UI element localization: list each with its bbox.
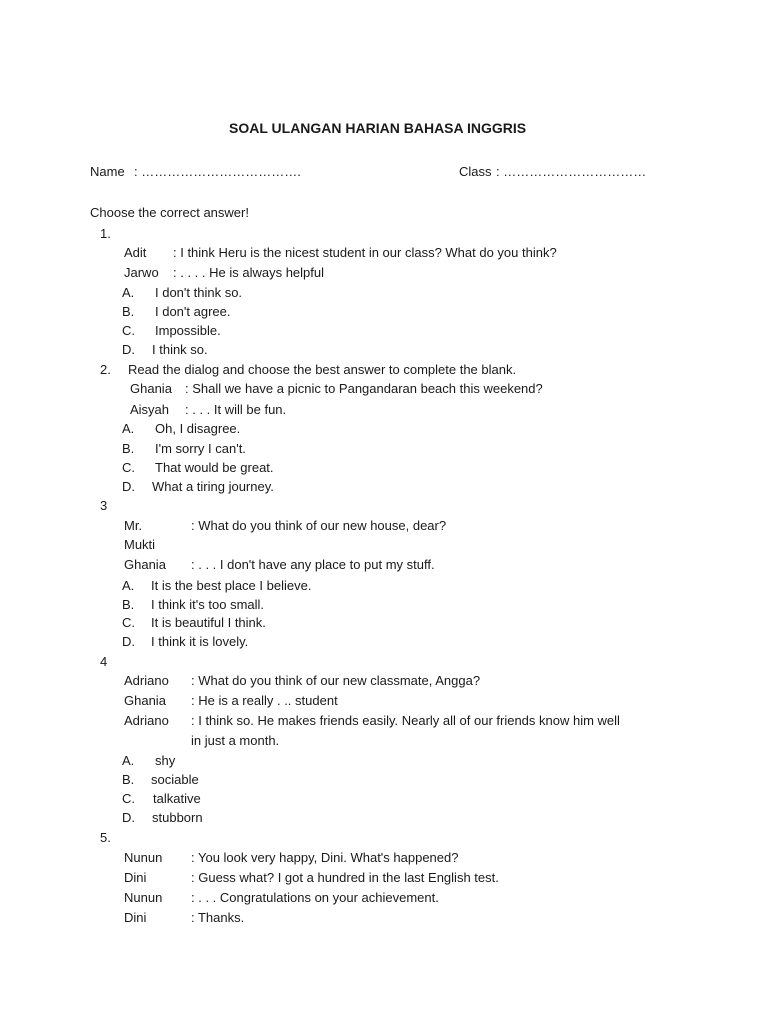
question-prompt: Read the dialog and choose the best answer to complete the blank. — [128, 362, 517, 377]
dialog-speaker-continued: Mukti — [124, 537, 156, 552]
dialog-line: : What do you think of our new house, dear? — [191, 518, 447, 533]
option-letter: C. — [122, 460, 135, 475]
instruction: Choose the correct answer! — [90, 205, 249, 220]
option-text: shy — [155, 753, 176, 768]
dialog-line: : . . . Congratulations on your achievement. — [191, 890, 439, 905]
question-number: 3 — [100, 498, 108, 513]
option-text: That would be great. — [155, 460, 274, 475]
dialog-line: : You look very happy, Dini. What's happened? — [191, 850, 459, 865]
option-letter: C. — [122, 791, 135, 806]
dialog-line: : . . . . He is always helpful — [173, 265, 325, 280]
option-text: sociable — [151, 772, 199, 787]
option-text: I think it's too small. — [151, 597, 265, 612]
dialog-line: : Thanks. — [191, 910, 245, 925]
option-text: stubborn — [152, 810, 203, 825]
name-label: Name — [90, 164, 125, 179]
dialog-speaker: Dini — [124, 910, 147, 925]
option-text: I think so. — [152, 342, 208, 357]
option-letter: D. — [122, 479, 135, 494]
dialog-line: : I think so. He makes friends easily. Nearly all of our friends know him well — [191, 713, 620, 728]
dialog-speaker: Nunun — [124, 850, 163, 865]
option-letter: A. — [122, 285, 135, 300]
option-text: What a tiring journey. — [152, 479, 274, 494]
option-letter: A. — [122, 421, 135, 436]
option-letter: B. — [122, 304, 135, 319]
question-number: 4 — [100, 654, 108, 669]
dialog-speaker: Mr. — [124, 518, 143, 533]
dialog-speaker: Adriano — [124, 713, 169, 728]
class-blank: : …………………………… — [496, 164, 647, 179]
option-letter: B. — [122, 772, 135, 787]
option-letter: D. — [122, 342, 135, 357]
dialog-line: : . . . It will be fun. — [185, 402, 287, 417]
option-text: It is beautiful I think. — [151, 615, 266, 630]
option-letter: B. — [122, 441, 135, 456]
option-text: Impossible. — [155, 323, 221, 338]
dialog-line: : Guess what? I got a hundred in the last English test. — [191, 870, 499, 885]
dialog-line: : He is a really . .. student — [191, 693, 338, 708]
question-number: 2. — [100, 362, 111, 377]
option-letter: B. — [122, 597, 135, 612]
option-text: I don't agree. — [155, 304, 231, 319]
dialog-speaker: Aisyah — [130, 402, 170, 417]
option-letter: C. — [122, 323, 135, 338]
dialog-line: : I think Heru is the nicest student in our class? What do you think? — [173, 245, 557, 260]
dialog-line-continued: in just a month. — [191, 733, 280, 748]
option-letter: D. — [122, 810, 135, 825]
dialog-line: : What do you think of our new classmate, Angga? — [191, 673, 481, 688]
dialog-speaker: Ghania — [130, 381, 172, 396]
dialog-line: : Shall we have a picnic to Pangandaran beach this weekend? — [185, 381, 543, 396]
dialog-speaker: Adriano — [124, 673, 169, 688]
document-title: SOAL ULANGAN HARIAN BAHASA INGGRIS — [229, 120, 527, 136]
dialog-speaker: Ghania — [124, 557, 166, 572]
dialog-speaker: Ghania — [124, 693, 166, 708]
question-number: 1. — [100, 226, 111, 241]
option-text: I don't think so. — [155, 285, 243, 300]
option-text: It is the best place I believe. — [151, 578, 312, 593]
question-number: 5. — [100, 830, 111, 845]
option-text: I'm sorry I can't. — [155, 441, 246, 456]
option-text: talkative — [153, 791, 201, 806]
dialog-speaker: Adit — [124, 245, 147, 260]
option-letter: A. — [122, 578, 135, 593]
name-blank: : ………………………………. — [134, 164, 301, 179]
dialog-speaker: Nunun — [124, 890, 163, 905]
class-label: Class — [459, 164, 492, 179]
dialog-line: : . . . I don't have any place to put my stuff. — [191, 557, 435, 572]
dialog-speaker: Dini — [124, 870, 147, 885]
dialog-speaker: Jarwo — [124, 265, 159, 280]
option-letter: D. — [122, 634, 135, 649]
option-text: I think it is lovely. — [151, 634, 249, 649]
option-text: Oh, I disagree. — [155, 421, 241, 436]
option-letter: A. — [122, 753, 135, 768]
option-letter: C. — [122, 615, 135, 630]
